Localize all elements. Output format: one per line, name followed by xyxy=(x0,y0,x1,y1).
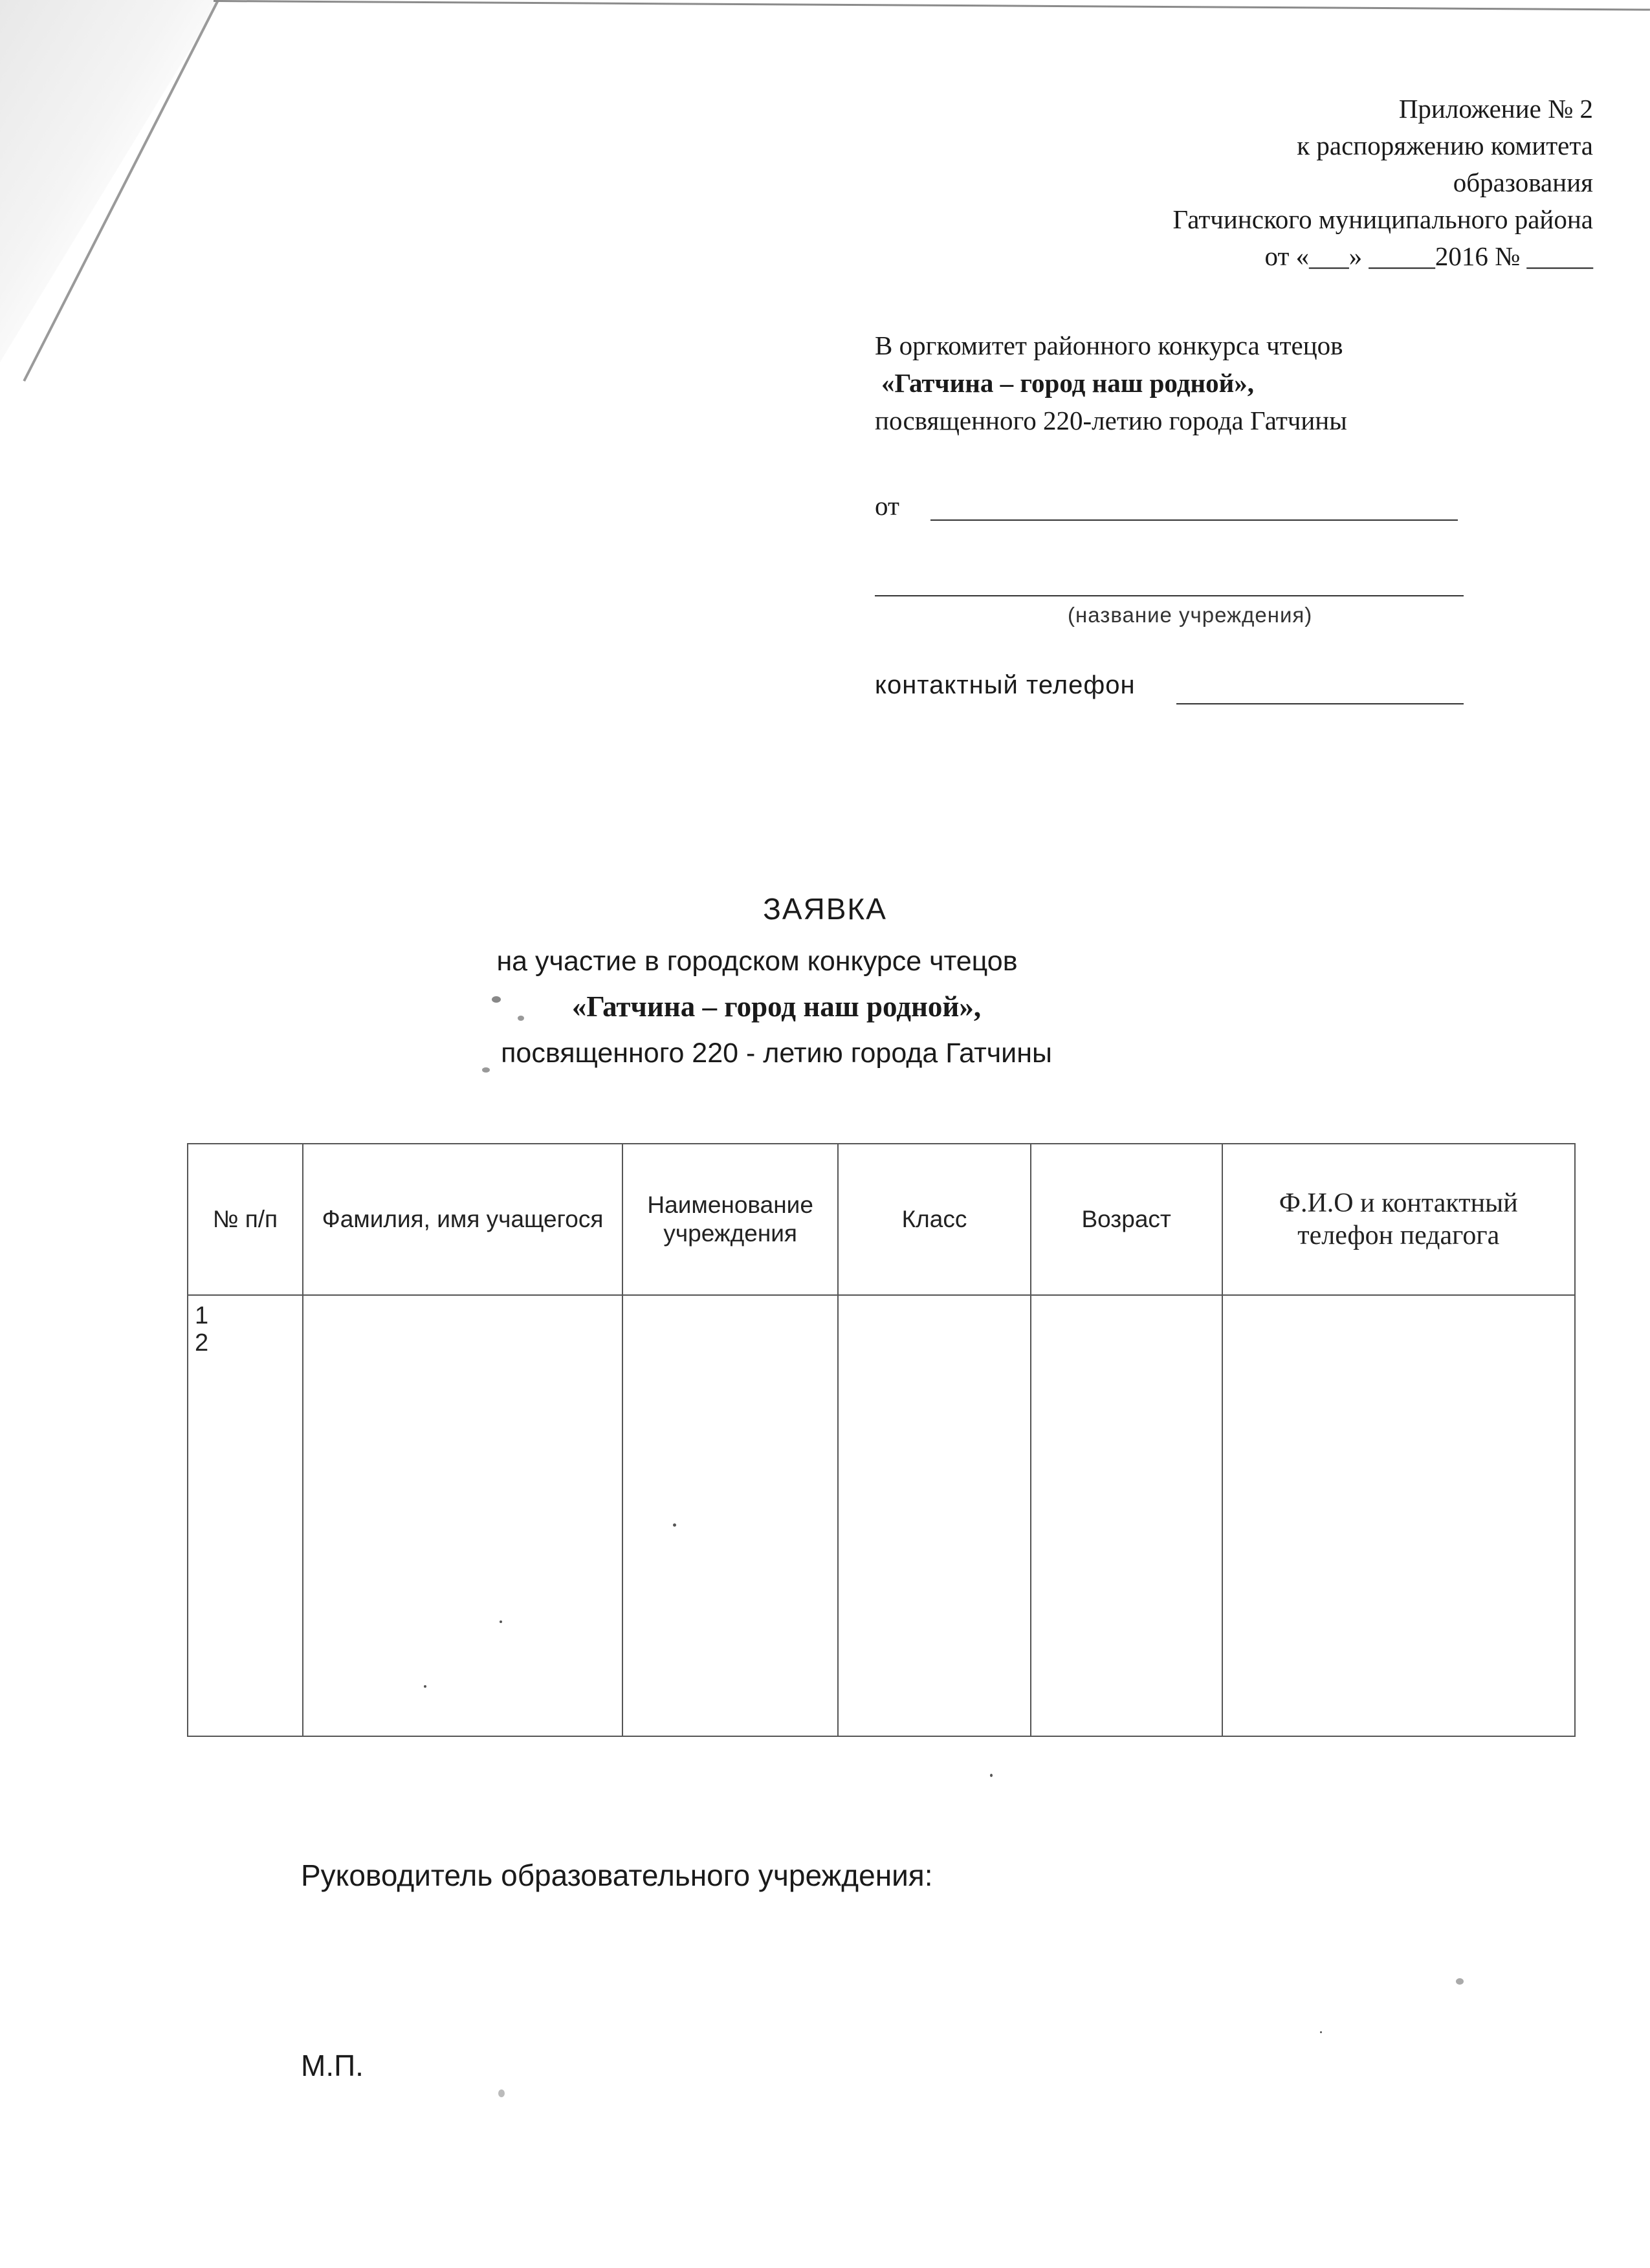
scan-speck xyxy=(518,1016,524,1021)
appendix-number: Приложение № 2 xyxy=(1398,94,1593,124)
scan-speck xyxy=(1456,1978,1464,1985)
from-label: от xyxy=(875,491,899,521)
head-signature-label: Руководитель образовательного учреждения: xyxy=(301,1859,933,1892)
row-number: 2 xyxy=(195,1329,209,1357)
scan-speck xyxy=(424,1685,426,1688)
stamp-label: М.П. xyxy=(301,2049,364,2082)
phone-label: контактный телефон xyxy=(875,671,1136,699)
scan-speck xyxy=(1320,2031,1322,2033)
appendix-header xyxy=(687,91,1593,275)
header-institution: Наименование учреждения xyxy=(622,1144,838,1295)
scan-speck xyxy=(498,2089,505,2097)
appendix-date: от «___» _____2016 № _____ xyxy=(1264,241,1593,271)
header-grade: Класс xyxy=(838,1144,1031,1295)
scan-top-edge xyxy=(214,0,1650,30)
addressee-block xyxy=(875,327,1587,439)
application-subtitle: на участие в городском конкурсе чтецов xyxy=(496,946,1018,977)
participants-table xyxy=(187,1143,1576,1737)
cell-student-name[interactable] xyxy=(303,1295,622,1736)
header-number: № п/п xyxy=(188,1144,303,1295)
cell-institution[interactable] xyxy=(622,1295,838,1736)
cell-age[interactable] xyxy=(1031,1295,1222,1736)
application-title: ЗАЯВКА xyxy=(763,892,887,926)
scan-speck xyxy=(482,1067,490,1073)
table-header-row xyxy=(188,1144,1575,1295)
application-dedication: посвященного 220 - летию города Гатчины xyxy=(501,1038,1052,1069)
application-contest-name: «Гатчина – город наш родной», xyxy=(571,990,982,1023)
from-input-line[interactable] xyxy=(930,519,1458,521)
table-row xyxy=(188,1295,1575,1736)
scan-speck xyxy=(492,996,501,1003)
institution-caption: (название учреждения) xyxy=(1068,603,1313,627)
appendix-district: Гатчинского муниципального района xyxy=(1172,204,1593,234)
contest-name: «Гатчина – город наш родной», xyxy=(881,368,1254,398)
scan-shadow xyxy=(0,0,220,362)
scan-speck xyxy=(673,1523,676,1527)
scan-speck xyxy=(500,1620,502,1623)
header-student-name: Фамилия, имя учащегося xyxy=(303,1144,622,1295)
cell-teacher[interactable] xyxy=(1222,1295,1575,1736)
scan-speck xyxy=(990,1774,993,1777)
addressee-line: В оргкомитет районного конкурса чтецов xyxy=(875,331,1343,360)
dedication-line: посвященного 220-летию города Гатчины xyxy=(875,406,1347,435)
row-number: 1 xyxy=(195,1302,209,1329)
cell-number xyxy=(188,1295,303,1736)
institution-input-line[interactable] xyxy=(875,595,1464,596)
phone-input-line[interactable] xyxy=(1176,703,1464,704)
header-age: Возраст xyxy=(1031,1144,1222,1295)
appendix-decree: к распоряжению комитета xyxy=(1297,131,1593,160)
appendix-committee: образования xyxy=(1453,168,1593,197)
header-teacher: Ф.И.О и контактный телефон педагога xyxy=(1222,1144,1575,1295)
cell-grade[interactable] xyxy=(838,1295,1031,1736)
